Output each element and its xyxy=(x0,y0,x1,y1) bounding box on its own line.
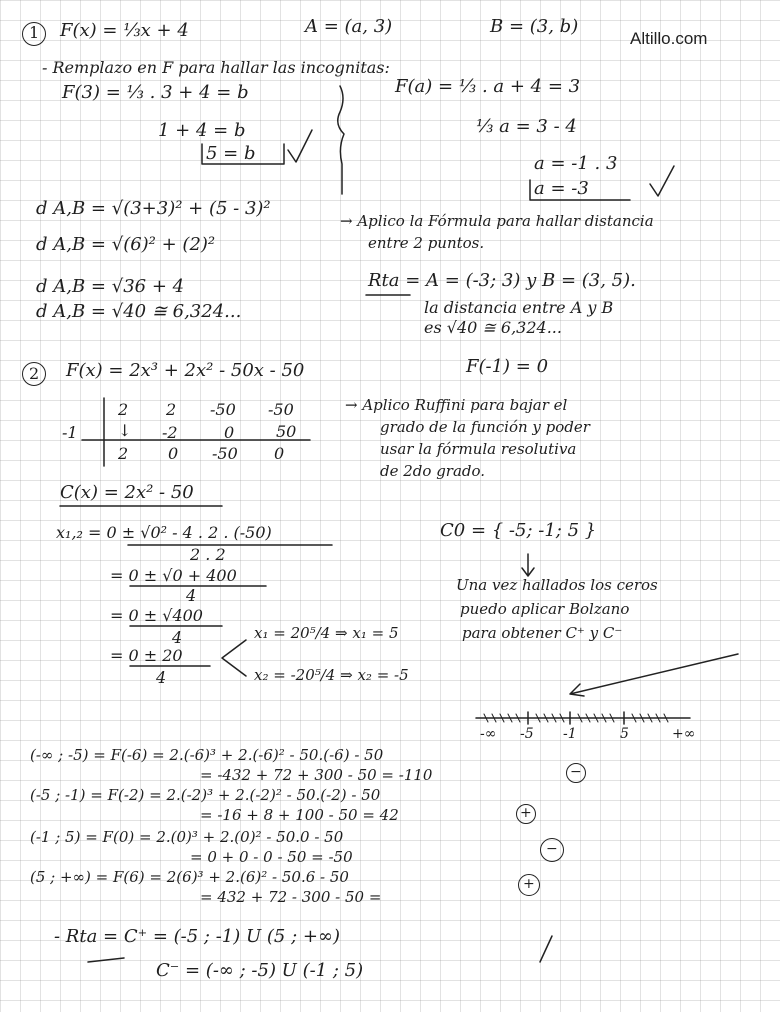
answer-underline xyxy=(88,958,124,962)
ruffini-cell: 0 xyxy=(224,423,235,442)
bolzano-note: puedo aplicar Bolzano xyxy=(460,600,630,618)
eval-left-line: 1 + 4 = b xyxy=(158,120,246,141)
interval-result: = -16 + 8 + 100 - 50 = 42 xyxy=(200,806,399,824)
column-separator xyxy=(338,86,344,194)
watermark: Altillo.com xyxy=(630,29,708,48)
interval-sign: + xyxy=(520,805,532,821)
interval-eval: (-1 ; 5) = F(0) = 2.(0)³ + 2.(0)² - 50.0 - 50 xyxy=(30,828,344,846)
interval-result: = 432 + 72 - 300 - 50 = xyxy=(200,888,382,906)
check-icon xyxy=(288,130,312,162)
final-answer-cminus: C⁻ = (-∞ ; -5) U (-1 ; 5) xyxy=(156,960,364,981)
axis-tick-label: -1 xyxy=(563,726,577,742)
bolzano-note: para obtener C⁺ y C⁻ xyxy=(462,624,623,642)
ruffini-cell: -50 xyxy=(212,444,238,463)
interval-sign: − xyxy=(546,841,558,857)
answer-line: es √40 ≅ 6,324... xyxy=(424,318,562,337)
interval-sign: + xyxy=(523,876,535,892)
number-line-ticks xyxy=(528,712,624,724)
interval-eval: (-∞ ; -5) = F(-6) = 2.(-6)³ + 2.(-6)² - 50.(-6) - 50 xyxy=(30,746,384,764)
axis-tick-label: +∞ xyxy=(672,726,696,742)
arrow-icon xyxy=(570,654,738,696)
ruffini-note: → Aplico Ruffini para bajar el xyxy=(345,396,568,414)
ruffini-cell: 0 xyxy=(168,444,179,463)
quadratic-denominator: 4 xyxy=(186,586,197,605)
ruffini-cell: -50 xyxy=(268,400,294,419)
step-intro: - Remplazo en F para hallar las incognitas: xyxy=(42,58,390,77)
quadratic-line: = 0 ± √0 + 400 xyxy=(110,566,237,585)
axis-tick-label: -∞ xyxy=(480,726,497,742)
ruffini-cell: -50 xyxy=(210,400,236,419)
axis-tick-label: -5 xyxy=(520,726,534,742)
distance-line: d A,B = √36 + 4 xyxy=(36,276,185,297)
quadratic-denominator: 4 xyxy=(156,668,167,687)
root-x2: x₂ = -20⁵/4 ⇒ x₂ = -5 xyxy=(254,666,409,684)
quadratic-line: = 0 ± 20 xyxy=(110,646,183,665)
bolzano-note: Una vez hallados los ceros xyxy=(456,576,658,594)
ruffini-note: de 2do grado. xyxy=(380,462,486,480)
eval-left-result: 5 = b xyxy=(206,143,256,164)
ruffini-cell: 2 xyxy=(166,400,177,419)
check-icon xyxy=(540,936,552,962)
eval-right-line: a = -1 . 3 xyxy=(534,153,618,174)
interval-result: = 0 + 0 - 0 - 50 = -50 xyxy=(190,848,353,866)
ruffini-cell: 0 xyxy=(274,444,285,463)
problem-number: 2 xyxy=(29,364,40,383)
quadratic-denominator: 4 xyxy=(172,628,183,647)
quadratic-denominator: 2 . 2 xyxy=(190,545,226,564)
answer-line: Rta = A = (-3; 3) y B = (3, 5). xyxy=(368,270,636,291)
axis-tick-label: 5 xyxy=(620,726,629,742)
interval-result: = -432 + 72 + 300 - 50 = -110 xyxy=(200,766,433,784)
number-line-hatching xyxy=(484,714,668,722)
distance-note: entre 2 puntos. xyxy=(368,234,485,252)
arrow-down-icon xyxy=(522,554,534,576)
interval-sign: − xyxy=(570,764,582,780)
distance-result: d A,B = √40 ≅ 6,324... xyxy=(36,301,242,322)
ruffini-note: grado de la función y poder xyxy=(380,418,590,436)
quadratic-line: x₁,₂ = 0 ± √0² - 4 . 2 . (-50) xyxy=(56,523,272,542)
check-icon xyxy=(650,166,674,196)
distance-line: d A,B = √(6)² + (2)² xyxy=(36,234,216,255)
answer-line: la distancia entre A y B xyxy=(424,298,614,317)
ruffini-cell: ↓ xyxy=(118,421,132,440)
point-b: B = (3, b) xyxy=(490,16,579,37)
ruffini-cell: -2 xyxy=(162,423,178,442)
eval-right-line: ⅓ a = 3 - 4 xyxy=(476,116,577,137)
interval-eval: (-5 ; -1) = F(-2) = 2.(-2)³ + 2.(-2)² - 50.(-2) - 50 xyxy=(30,786,381,804)
ruffini-root: -1 xyxy=(62,423,78,442)
zeros-set: C0 = { -5; -1; 5 } xyxy=(440,520,597,541)
distance-note: → Aplico la Fórmula para hallar distancia xyxy=(340,212,654,230)
eval-left-line: F(3) = ⅓ . 3 + 4 = b xyxy=(62,82,249,103)
ruffini-cell: 2 xyxy=(118,400,129,419)
quadratic-line: = 0 ± √400 xyxy=(110,606,203,625)
final-answer-cplus: - Rta = C⁺ = (-5 ; -1) U (5 ; +∞) xyxy=(54,926,340,947)
polynomial-definition: F(x) = 2x³ + 2x² - 50x - 50 xyxy=(66,360,305,381)
eval-right-result: a = -3 xyxy=(534,178,589,199)
known-root: F(-1) = 0 xyxy=(466,356,549,377)
quotient-polynomial: C(x) = 2x² - 50 xyxy=(60,482,194,503)
ruffini-note: usar la fórmula resolutiva xyxy=(380,440,577,458)
root-x1: x₁ = 20⁵/4 ⇒ x₁ = 5 xyxy=(254,624,399,642)
interval-eval: (5 ; +∞) = F(6) = 2(6)³ + 2.(6)² - 50.6 - 50 xyxy=(30,868,349,886)
problem-number: 1 xyxy=(29,23,40,42)
ruffini-cell: 2 xyxy=(118,444,129,463)
function-definition: F(x) = ⅓x + 4 xyxy=(60,20,189,41)
point-a: A = (a, 3) xyxy=(305,16,393,37)
roots-bracket xyxy=(222,640,246,676)
eval-right-line: F(a) = ⅓ . a + 4 = 3 xyxy=(395,76,581,97)
distance-line: d A,B = √(3+3)² + (5 - 3)² xyxy=(36,198,271,219)
ruffini-cell: 50 xyxy=(276,422,297,441)
